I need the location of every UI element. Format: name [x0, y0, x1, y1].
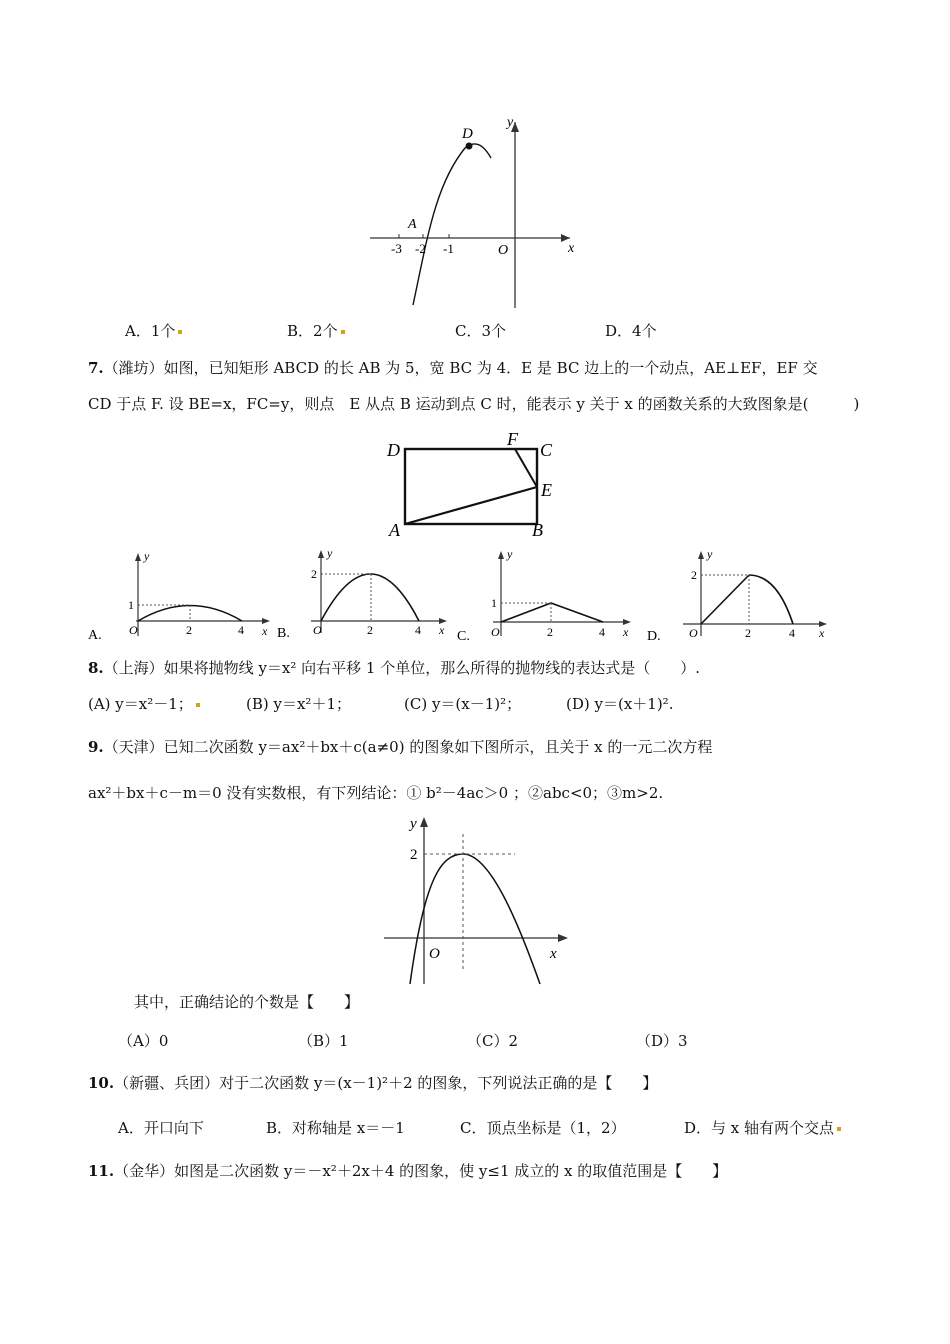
- svg-text:O: O: [429, 946, 440, 962]
- svg-text:2: 2: [311, 567, 317, 581]
- q6-x-label: x: [568, 241, 575, 256]
- q7-choice-a-graph: [88, 548, 278, 640]
- q7-label-e: E: [541, 480, 552, 500]
- svg-text:1: 1: [491, 596, 497, 610]
- q6-point-d: [466, 143, 473, 150]
- svg-text:x: x: [550, 946, 557, 962]
- q7-label-d: D: [387, 440, 400, 460]
- svg-text:O: O: [689, 626, 698, 640]
- q7c-curve: [501, 603, 603, 622]
- svg-text:2: 2: [186, 623, 192, 637]
- q6-tick-neg1: -1: [443, 241, 454, 256]
- q7-line2: CD 于点 F. 设 BE=x，FC=y，则点 E 从点 B 运动到点 C 时，能表示 y 关于 x 的函数关系的大致图象是( ): [88, 395, 860, 413]
- q7-choice-d-graph: [645, 548, 835, 640]
- q9-option-c: （C）2: [467, 1032, 519, 1050]
- q9-option-a: （A）0: [118, 1032, 169, 1050]
- q7-rectangle: [405, 449, 537, 524]
- svg-text:x: x: [262, 624, 268, 638]
- q6-option-b: B．2个: [287, 320, 345, 342]
- svg-text:y: y: [410, 816, 417, 832]
- q7-choice-c-graph: [455, 548, 640, 640]
- q6-option-a: A．1个: [125, 320, 182, 342]
- q7d-curve: [749, 575, 793, 624]
- q10-option-b: B．对称轴是 x＝－1: [266, 1119, 405, 1137]
- q7b-curve: [321, 574, 419, 621]
- mark-dot: [341, 330, 345, 334]
- svg-text:2: 2: [367, 623, 373, 637]
- q10-option-d: D．与 x 轴有两个交点: [684, 1117, 841, 1139]
- q8-option-c: (C) y＝(x－1)²；: [404, 695, 522, 713]
- q7d-label: D.: [647, 629, 661, 640]
- q7-rectangle-figure: [385, 430, 560, 542]
- q10-option-a: A．开口向下: [118, 1119, 204, 1137]
- q7-segment-ef: [515, 449, 537, 487]
- svg-text:y: y: [144, 549, 150, 563]
- q7b-label: B.: [277, 626, 290, 637]
- mark-dot: [196, 703, 200, 707]
- svg-text:4: 4: [238, 623, 244, 637]
- q7c-label: C.: [457, 629, 470, 640]
- q6-y-label: y: [507, 115, 514, 130]
- svg-text:y: y: [507, 548, 513, 561]
- svg-text:y: y: [327, 546, 333, 560]
- q9-line2: ax²＋bx＋c－m＝0 没有实数根，有下列结论：① b²－4ac＞0 ；②abc<0；③m>2.: [88, 784, 664, 802]
- svg-text:O: O: [129, 623, 138, 637]
- q6-parabola: [413, 144, 491, 305]
- svg-text:O: O: [313, 623, 322, 637]
- svg-text:x: x: [819, 626, 825, 640]
- q9-option-b: （B）1: [298, 1032, 349, 1050]
- svg-text:2: 2: [745, 626, 751, 640]
- q7-label-f: F: [507, 430, 518, 449]
- svg-text:4: 4: [415, 623, 421, 637]
- q8-stem: 8.（上海）如果将抛物线 y＝x² 向右平移 1 个单位，那么所得的抛物线的表达式是（ ）.: [88, 659, 701, 677]
- svg-text:x: x: [623, 625, 629, 639]
- q7-label-b: B: [532, 520, 543, 540]
- q6-graph: [365, 110, 580, 310]
- svg-text:1: 1: [128, 598, 134, 612]
- q9-line1: 9.（天津）已知二次函数 y＝ax²＋bx＋c(a≠0) 的图象如下图所示，且关于 x 的一元二次方程: [88, 738, 713, 756]
- q9-parabola: [410, 854, 540, 984]
- svg-text:2: 2: [691, 568, 697, 582]
- svg-text:2: 2: [410, 847, 418, 863]
- svg-text:O: O: [491, 625, 500, 639]
- q10-option-c: C．顶点坐标是（1，2）: [460, 1119, 626, 1137]
- q6-origin-label: O: [498, 243, 509, 258]
- q9-option-d: （D）3: [636, 1032, 688, 1050]
- svg-text:4: 4: [789, 626, 795, 640]
- svg-text:x: x: [439, 623, 445, 637]
- q6-option-d: D．4个: [605, 322, 657, 340]
- q7d-line: [701, 575, 749, 624]
- q6-tick-neg3: -3: [391, 241, 402, 256]
- q7-label-c: C: [540, 440, 553, 460]
- q7a-label: A.: [88, 628, 102, 640]
- svg-text:y: y: [707, 548, 713, 561]
- q7-segment-ae: [405, 487, 537, 524]
- q10-stem: 10.（新疆、兵团）对于二次函数 y＝(x－1)²＋2 的图象，下列说法正确的是【 】: [88, 1074, 658, 1092]
- q6-tick-neg2: -2: [415, 241, 426, 256]
- q7-choice-b-graph: [275, 545, 455, 637]
- q11-stem: 11.（金华）如图是二次函数 y＝－x²＋2x＋4 的图象，使 y≤1 成立的 x 的取值范围是【 】: [88, 1162, 728, 1180]
- q8-option-d: (D) y＝(x＋1)².: [566, 695, 674, 713]
- q7-label-a: A: [389, 520, 400, 540]
- q9-tail: 其中，正确结论的个数是【 】: [134, 993, 360, 1011]
- q6-option-c: C．3个: [455, 322, 507, 340]
- q6-d-label: D: [462, 126, 473, 142]
- q9-graph: [380, 812, 580, 987]
- mark-dot: [178, 330, 182, 334]
- q6-a-label: A: [408, 217, 417, 232]
- mark-dot: [837, 1127, 841, 1131]
- q8-option-b: (B) y＝x²＋1；: [246, 695, 351, 713]
- q7-line1: 7.（潍坊）如图，已知矩形 ABCD 的长 AB 为 5，宽 BC 为 4．E 是 BC 边上的一个动点，AE⊥EF，EF 交: [88, 359, 818, 377]
- q8-option-a: (A) y＝x²－1；: [88, 693, 200, 715]
- svg-text:2: 2: [547, 625, 553, 639]
- svg-text:4: 4: [599, 625, 605, 639]
